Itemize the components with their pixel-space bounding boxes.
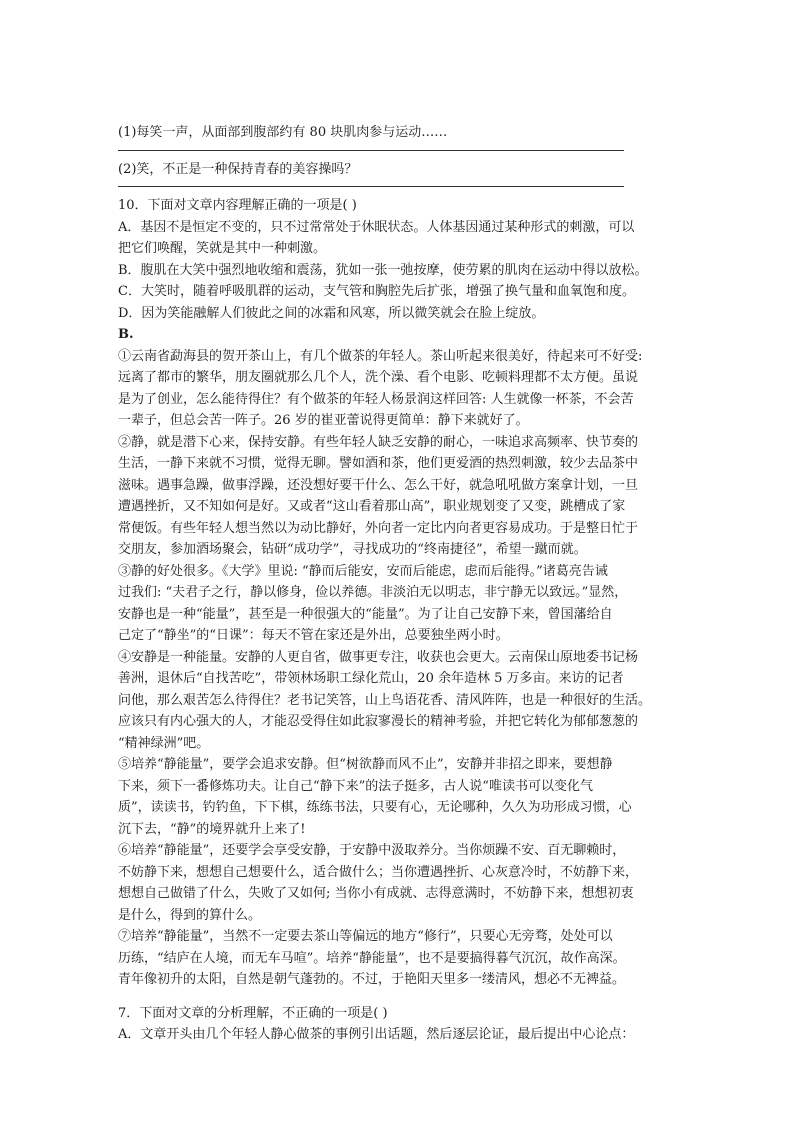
paragraph-line: 不妨静下来，想想自己想要什么，适合做什么；当你遭遇挫折、心灰意冷时，不妨静下来，	[118, 864, 639, 880]
paragraph-3	[118, 561, 678, 647]
question-7-option-a: A．文章开头由几个年轻人静心做茶的事例引出话题，然后逐层论证，最后提出中心论点：	[118, 1027, 635, 1042]
question-10-option-b: B．腹肌在大笑中强烈地收缩和震荡，犹如一张一弛按摩，使劳累的肌肉在运动中得以放松。	[118, 262, 648, 278]
paragraph-line: ④安静是一种能量。安静的人更自省，做事更专注，收获也会更大。云南保山原地委书记杨	[118, 649, 639, 665]
paragraph-line: 问他，那么艰苦怎么待得住？老书记笑答，山上鸟语花香、清风阵阵，也是一种很好的生活。	[118, 692, 652, 708]
paragraph-line: 下来，须下一番修炼功夫。让自己“静下来”的法子挺多，古人说“唯读书可以变化气	[118, 778, 593, 794]
paragraph-line: 应该只有内心强大的人，才能忍受得住如此寂寥漫长的精神考验，并把它转化为郁郁葱葱的	[118, 714, 639, 729]
paragraph-line: 青年像初升的太阳，自然是朝气蓬勃的。不过，于艳阳天里多一缕清风，想必不无裨益。	[118, 972, 626, 987]
paragraph-line: 滋味。遇事急躁，做事浮躁，还没想好要干什么、怎么干好，就急吼吼做方案拿计划，一旦	[118, 477, 639, 493]
paragraph-line: ⑦培养“静能量”，当然不一定要去茶山等偏远的地方“修行”，只要心无旁骛，处处可以	[118, 929, 613, 944]
paragraph-line: 遭遇挫折，又不知如何是好。又或者“这山看着那山高”，职业规划变了又变，跳槽成了家	[118, 499, 626, 514]
paragraph-line: 历练，“结庐在人境，而无车马喧”。培养“静能量”，也不是要搞得暮气沉沉，故作高深。	[118, 950, 626, 966]
paragraph-line: 己定了“静坐”的“日课”：每天不管在家还是外出，总要独坐两小时。	[118, 628, 509, 643]
paragraph-line: 想想自己做错了什么，失败了又如何; 当你小有成就、志得意满时，不妨静下来，想想初衷	[118, 886, 634, 901]
document-page	[118, 122, 678, 1046]
paragraph-6	[118, 840, 678, 926]
paragraph-line: 是为了创业，怎么能待得住？有个做茶的年轻人杨景润这样回答: 人生就像一杯茶，不会苦	[118, 391, 634, 407]
paragraph-line: “精神绿洲”吧。	[118, 735, 210, 751]
question-item-1: (1)每笑一声，从面部到腹部约有 80 块肌肉参与运动……	[118, 125, 448, 140]
paragraph-line: ②静，就是潜下心来，保持安静。有些年轻人缺乏安静的耐心，一味追求高频率、快节奏的	[118, 434, 639, 450]
question-10-option-d: D．因为笑能融解人们彼此之间的冰霜和风寒，所以微笑就会在脸上绽放。	[118, 305, 545, 321]
question-10-option-a-line2: 把它们唤醒，笑就是其中一种刺激。	[118, 241, 327, 256]
paragraph-line: ⑥培养“静能量”，还要学会享受安静，于安静中汲取养分。当你烦躁不安、百无聊赖时，	[118, 843, 626, 858]
paragraph-line: 常便饭。有些年轻人想当然以为动比静好，外向者一定比内向者更容易成功。于是整日忙于	[118, 520, 639, 536]
paragraph-line: 是什么，得到的算什么。	[118, 907, 262, 923]
paragraph-line: 生活，一静下来就不习惯，觉得无聊。譬如酒和茶，他们更爱酒的热烈刺激，较少去品茶中	[118, 456, 639, 471]
paragraph-line: ⑤培养“静能量”，要学会追求安静。但“树欲静而风不止”，安静并非招之即来，要想静	[118, 757, 613, 772]
paragraph-5	[118, 754, 678, 840]
paragraph-line: 质”，读读书，钓钓鱼，下下棋，练练书法，只要有心，无论哪种，久久为功形成习惯，心	[118, 800, 632, 815]
paragraph-line: 过我们: “夫君子之行，静以修身，俭以养德。非淡泊无以明志，非宁静无以致远。”显然，	[118, 585, 628, 600]
paragraph-line: 交朋友，参加酒场聚会，钻研“成功学”，寻找成功的“终南捷径”，希望一蹴而就。	[118, 542, 587, 557]
spacer	[118, 991, 678, 1003]
paragraph-line: 一辈子，但总会苦一阵子。26 岁的崔亚蕾说得更简单：静下来就好了。	[118, 413, 529, 428]
question-7-stem: 7．下面对文章的分析理解，不正确的一项是( )	[118, 1005, 388, 1021]
paragraph-line: 远离了都市的繁华，朋友圈就那么几个人，洗个澡、看个电影、吃顿料理都不太方便。虽说	[118, 370, 639, 385]
question-10-stem: 10．下面对文章内容理解正确的一项是( )	[118, 198, 357, 213]
question-10-option-a-line1: A．基因不是恒定不变的，只不过常常处于休眠状态。人体基因通过某种形式的刺激，可以	[118, 219, 635, 235]
question-10-option-c: C．大笑时，随着呼吸肌群的运动，支气管和胸腔先后扩张，增强了换气量和血氧饱和度。	[118, 284, 635, 299]
answer-line-1	[118, 150, 624, 151]
section-b-heading: B.	[118, 327, 134, 342]
paragraph-line: 沉下去，“静”的境界就升上来了!	[118, 821, 306, 837]
paragraph-line: 安静也是一种“能量”，甚至是一种很强大的“能量”。为了让自己安静下来，曾国藩给自	[118, 606, 613, 622]
answer-line-2	[118, 186, 624, 187]
paragraph-1	[118, 346, 678, 432]
paragraph-line: 善洲，退休后“自找苦吃”，带领林场职工绿化荒山，20 余年造林 5 万多亩。来访的记者	[118, 671, 624, 686]
paragraph-line: ①云南省勐海县的贺开茶山上，有几个做茶的年轻人。茶山听起来很美好，待起来可不好受:	[118, 348, 643, 364]
paragraph-7	[118, 926, 678, 991]
paragraph-4	[118, 647, 678, 755]
paragraph-line: ③静的好处很多。《大学》里说: “静而后能安，安而后能虑，虑而后能得。”诸葛亮告诫	[118, 563, 608, 579]
question-item-2: (2)笑，不正是一种保持青春的美容操吗？	[118, 161, 358, 177]
paragraph-2	[118, 432, 678, 561]
